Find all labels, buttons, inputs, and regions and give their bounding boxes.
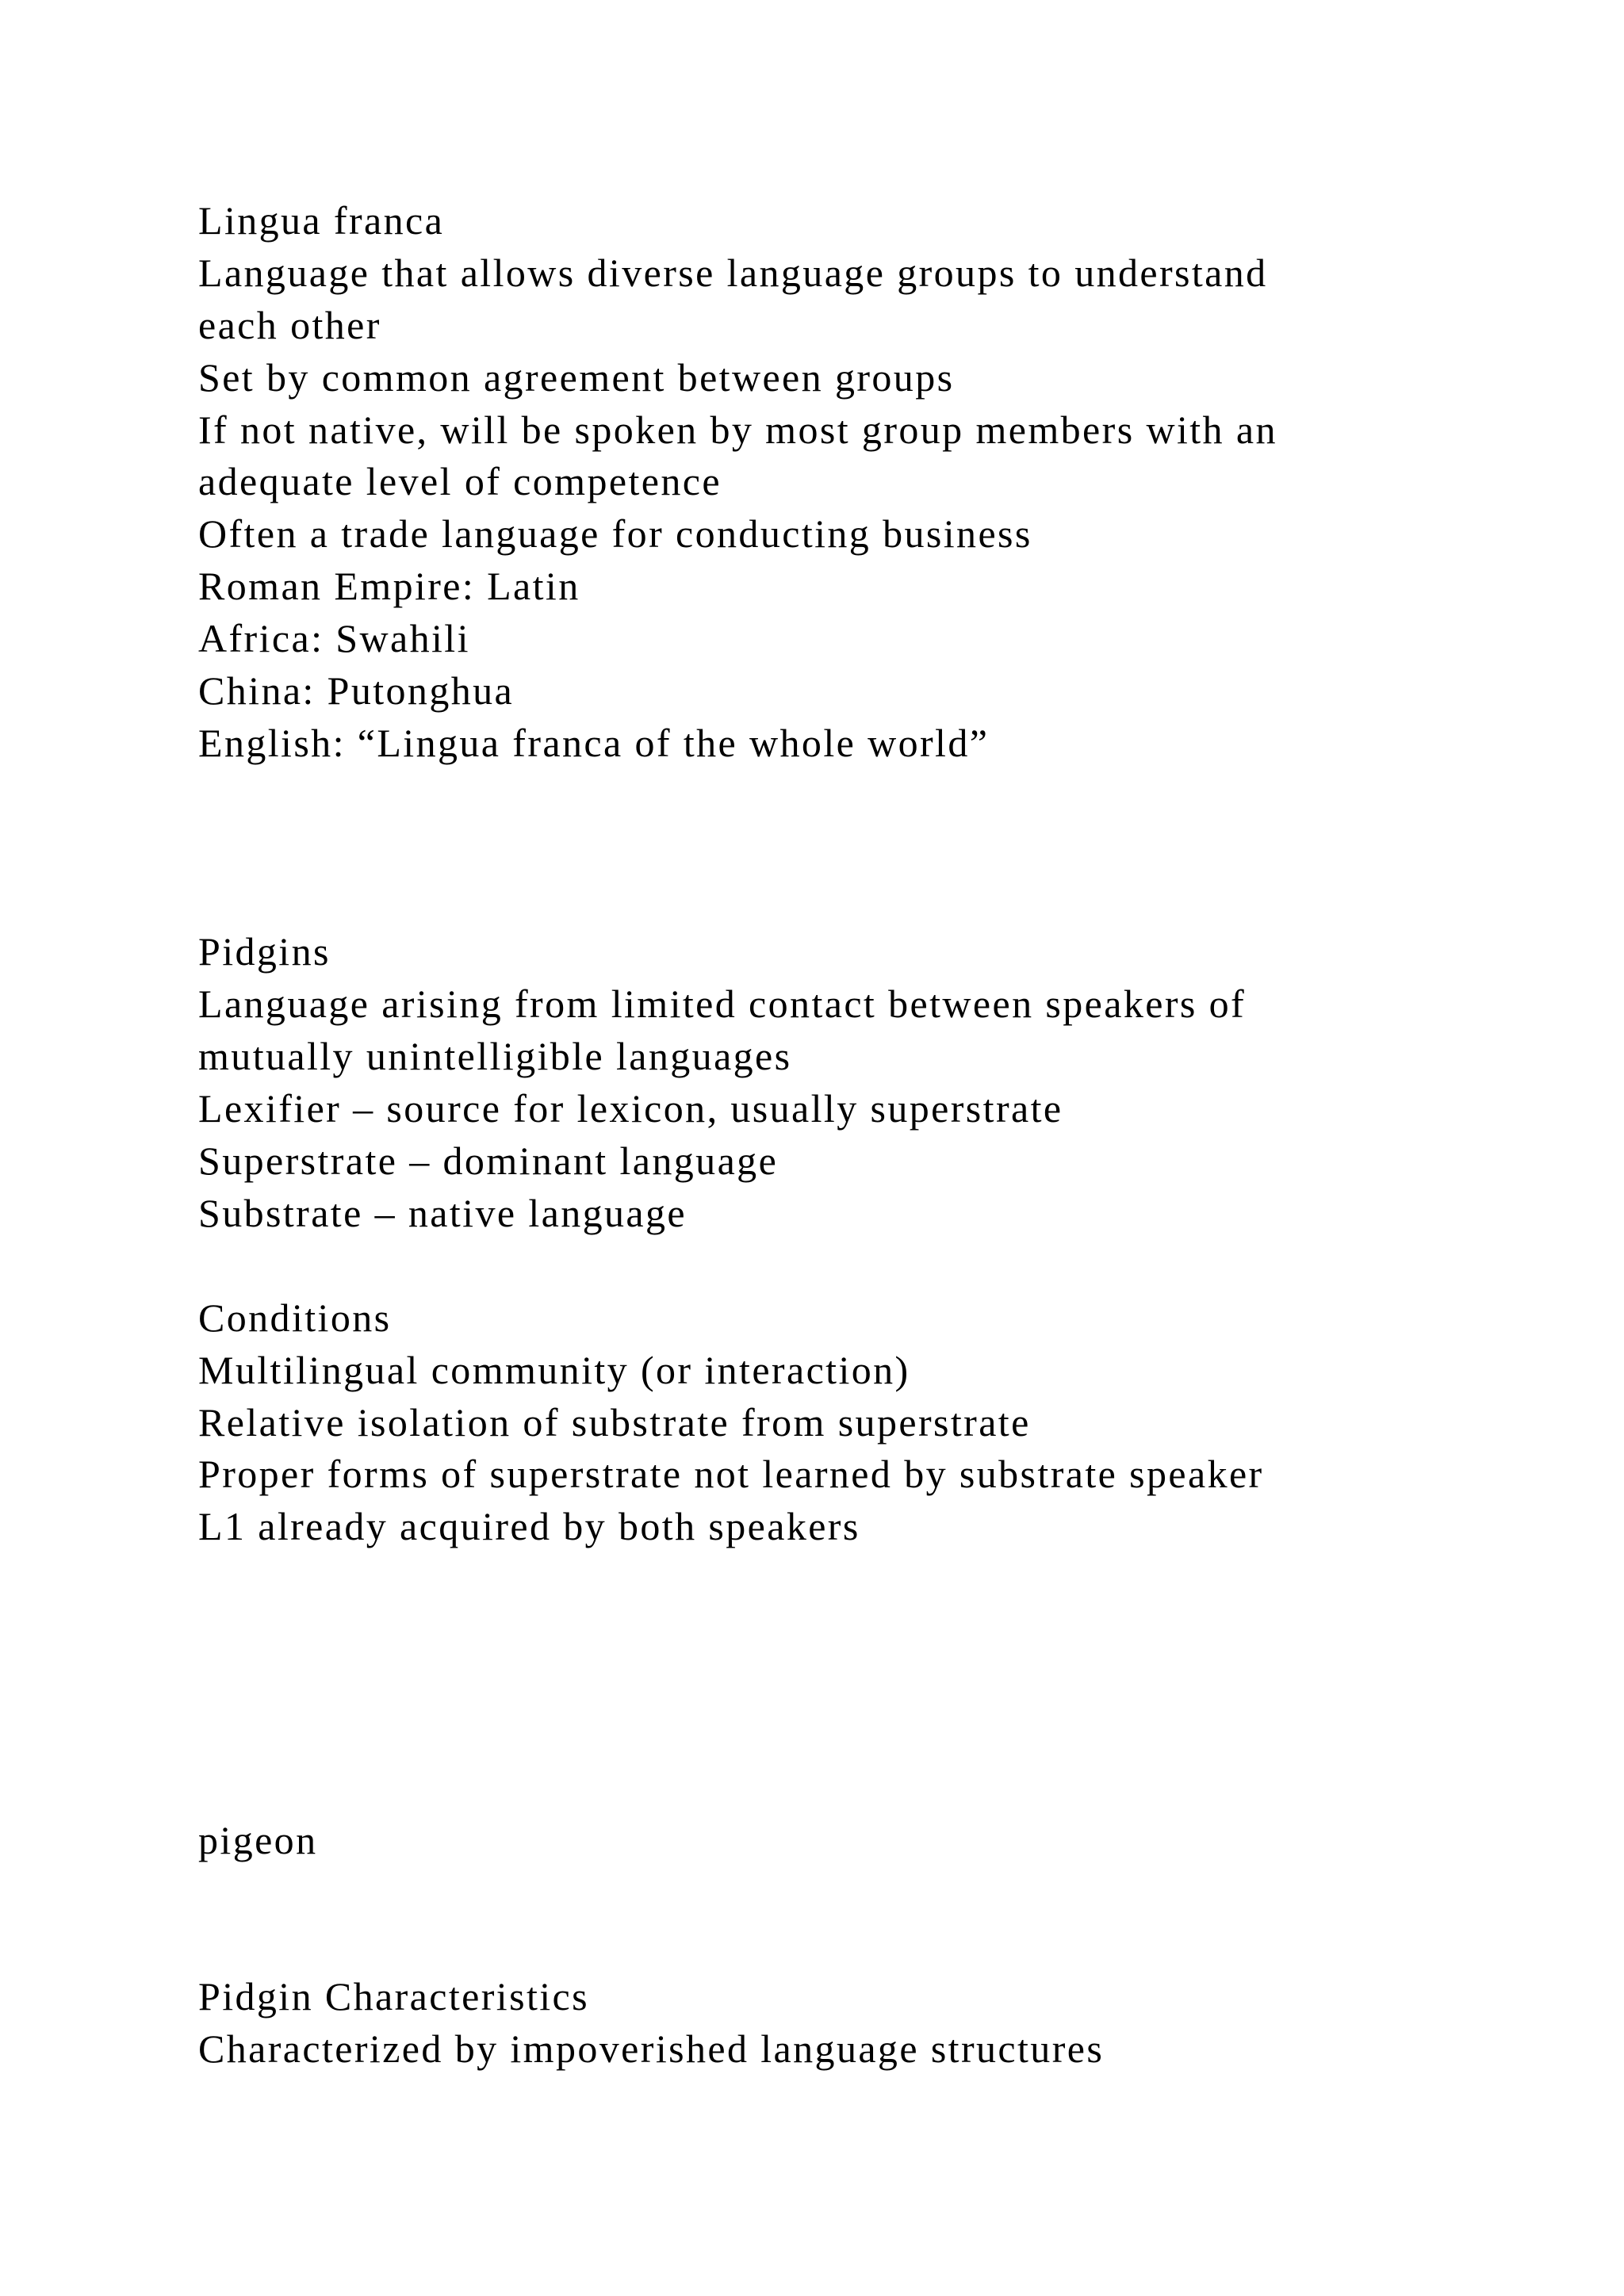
text-line: If not native, will be spoken by most group members with an: [198, 407, 1277, 452]
text-line: Lexifier – source for lexicon, usually superstrate: [198, 1086, 1063, 1131]
text-line: Roman Empire: Latin: [198, 564, 580, 609]
text-line: Substrate – native language: [198, 1190, 688, 1235]
section-pidgin-characteristics: [198, 1971, 1435, 2076]
section-lingua-franca: [198, 195, 1435, 770]
section-conditions: [198, 1292, 1435, 1553]
text-line: Relative isolation of substrate from superstrate: [198, 1399, 1031, 1445]
text-line: Multilingual community (or interaction): [198, 1347, 910, 1392]
text-line: Often a trade language for conducting business: [198, 511, 1032, 557]
section-heading: Pidgins: [198, 929, 331, 974]
spacer: [198, 1553, 1435, 1815]
text-line: Proper forms of superstrate not learned by substrate speaker: [198, 1452, 1264, 1497]
spacer: [198, 1867, 1435, 1972]
text-line: Superstrate – dominant language: [198, 1138, 779, 1184]
text-line: Language arising from limited contact between speakers of: [198, 982, 1247, 1027]
text-line: Language that allows diverse language groups to understand: [198, 250, 1268, 295]
section-pigeon: [198, 1815, 1435, 1867]
section-heading: Lingua franca: [198, 198, 445, 243]
section-heading: Pidgin Characteristics: [198, 1974, 589, 2019]
text-line: Set by common agreement between groups: [198, 354, 955, 400]
text-line: adequate level of competence: [198, 459, 722, 504]
text-line: mutually unintelligible languages: [198, 1034, 792, 1079]
spacer: [198, 770, 1435, 927]
spacer: [198, 1240, 1435, 1292]
text-line: Characterized by impoverished language structures: [198, 2026, 1105, 2072]
text-line: Africa: Swahili: [198, 616, 470, 661]
text-line: English: “Lingua franca of the whole world”: [198, 720, 990, 765]
text-line: pigeon: [198, 1817, 318, 1862]
section-pidgins: [198, 926, 1435, 1239]
text-line: China: Putonghua: [198, 668, 515, 714]
text-line: L1 already acquired by both speakers: [198, 1504, 860, 1549]
document-body: [198, 195, 1435, 2076]
text-line: each other: [198, 302, 381, 347]
section-heading: Conditions: [198, 1295, 392, 1340]
